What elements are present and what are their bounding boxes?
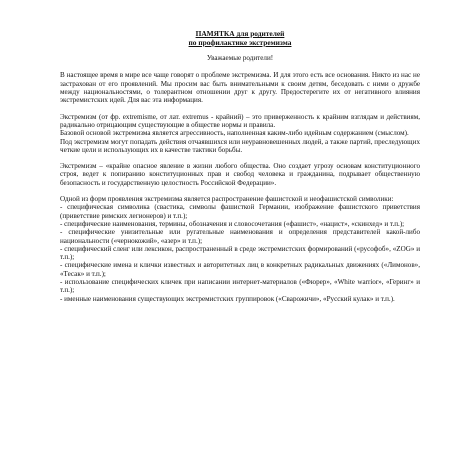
title-line-1: ПАМЯТКА для родителей <box>195 29 285 38</box>
paragraph-actions: Под экстремизм могут попадать действия отчаявшихся или неуравновешенных людей, а также партий, преследующих четкие цели и использующих их в качестве тактики борьбы. <box>60 137 420 154</box>
list-item: - специфические унизительные или ругательные наименования и определения представителей какой-либо национальности («чернокожий», «азер» и т.п.); <box>60 228 420 245</box>
paragraph-intro: В настоящее время в мире все чаще говорят о проблеме экстремизма. И для этого есть все основания. Никто из нас не застрахован от его проявлений. Мы просим вас быть внимательными к своим детям, беседовать с ними о дружбе между национальностями, о толерантном отношении друг к другу. Предостерегите их от негативного влияния экстремистских идей. Для вас эта информация. <box>60 71 420 105</box>
paragraph-danger: Экстремизм – «крайне опасное явление в жизни любого общества. Оно создает угрозу основам конституционного строя, ведет к попиранию конституционных прав и свобод человека и гражданина, подрывает общественную безопасность и государственную целостность Российской Федерации». <box>60 162 420 187</box>
paragraph-basis: Базовой основой экстремизма является агрессивность, наполненная каким-либо идейным содержанием (смыслом). <box>60 129 409 138</box>
list-item: - использование специфических кличек при написании интернет-материалов («Фюрер», «White warrior», «Геринг» и т.п.); <box>60 278 420 295</box>
greeting: Уважаемые родители! <box>206 54 274 63</box>
list-item: - специфический сленг или лексикон, распространенный в среде экстремистских формирований («русофоб», «ZOG» и т.п.); <box>60 244 420 262</box>
list-item: - специфические наименования, термины, обозначения и словосочетания («фашист», «нацист», «скинхед» и т.п.); <box>60 219 405 228</box>
list-item: - специфическая символика (свастика, символы фашисткой Германии, изображение фашистского приветствия (приветствие римских легионеров) и т.п.); <box>60 203 420 220</box>
list-item: - именные наименования существующих экстремистских группировок («Сварожичи», «Русский кулак» и т.п.). <box>60 294 395 303</box>
title-line-2: по профилактике экстремизма <box>188 37 292 47</box>
paragraph-definition: Экстремизм (от фр. extremisme, от лат. extremus - крайний) – это приверженность к крайним взглядам и действиям, радикально отрицающим существующие в обществе нормы и правила. <box>60 112 420 129</box>
list-item: - специфические имена и клички известных и авторитетных лиц в конкретных радикальных движениях («Лимонов», «Тесак» и т.п.); <box>60 261 420 278</box>
document-page <box>60 30 420 303</box>
paragraph-forms: Одной из форм проявления экстремизма является распространение фашистской и неофашистской символики: <box>60 195 394 204</box>
